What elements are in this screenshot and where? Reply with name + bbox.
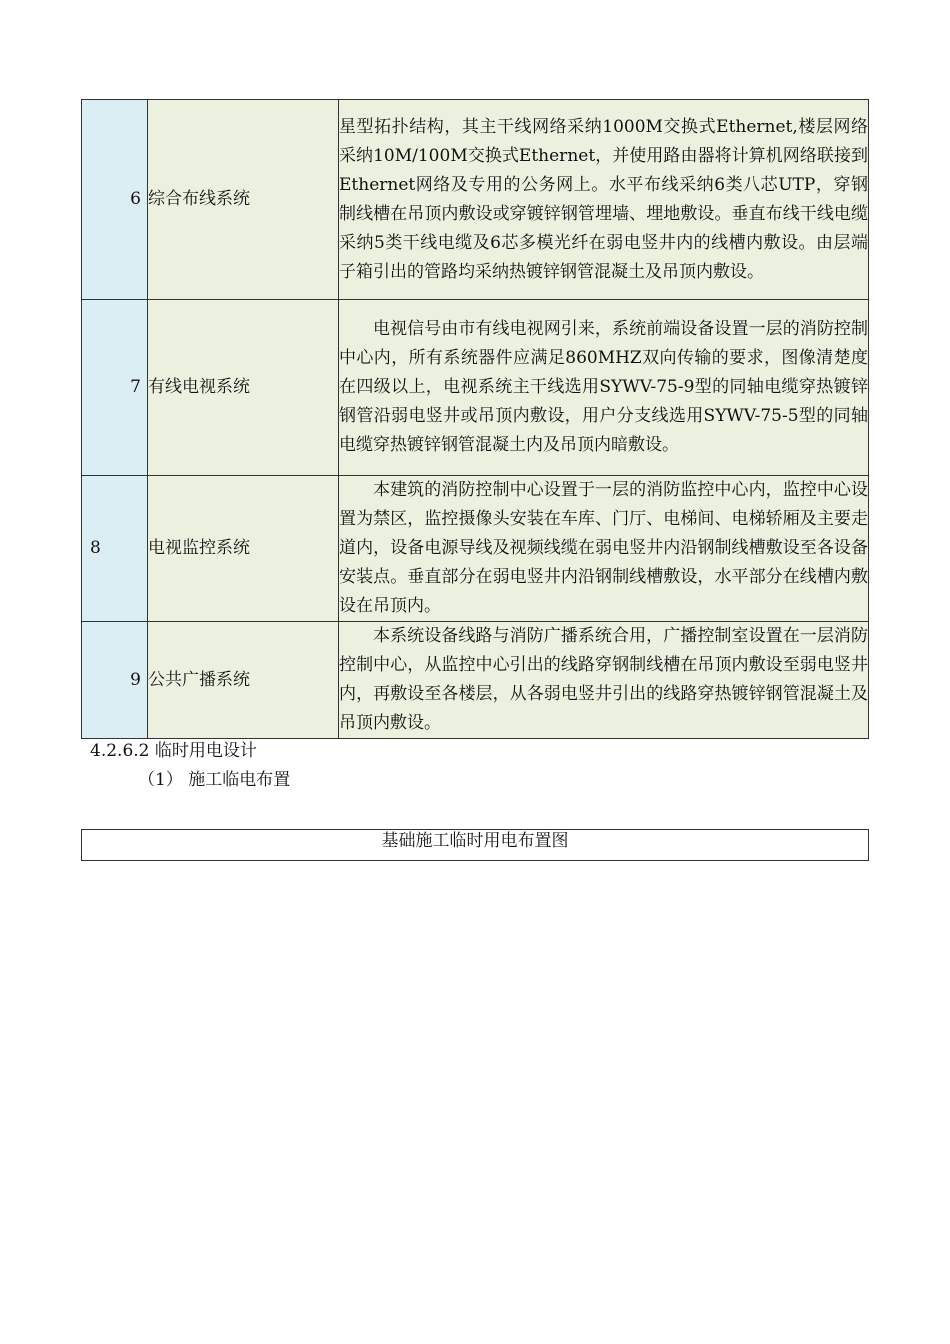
row-number: 8 xyxy=(82,476,148,622)
row-number: 6 xyxy=(82,100,148,300)
row-number: 7 xyxy=(82,300,148,476)
system-name: 公共广播系统 xyxy=(148,622,339,739)
system-description: 电视信号由市有线电视网引来，系统前端设备设置一层的消防控制中心内，所有系统器件应满足860MHZ双向传输的要求，图像清楚度在四级以上，电视系统主干线选用SYWV-75-9型的同轴电缆穿热镀锌钢管沿弱电竖井或吊顶内敷设，用户分支线选用SYWV-75-5型的同轴电缆穿热镀锌钢管混凝土内及吊顶内暗敷设。 xyxy=(339,300,869,476)
system-description: 本建筑的消防控制中心设置于一层的消防监控中心内，监控中心设置为禁区，监控摄像头安装在车库、门厅、电梯间、电梯轿厢及主要走道内，设备电源导线及视频线缆在弱电竖井内沿钢制线槽敷设至各设备安装点。垂直部分在弱电竖井内沿钢制线槽敷设，水平部分在线槽内敷设在吊顶内。 xyxy=(339,476,869,622)
table-row xyxy=(82,476,869,622)
system-name: 有线电视系统 xyxy=(148,300,339,476)
system-name: 综合布线系统 xyxy=(148,100,339,300)
table-row xyxy=(82,100,869,300)
table-row xyxy=(82,300,869,476)
system-name: 电视监控系统 xyxy=(148,476,339,622)
figure-caption: 基础施工临时用电布置图 xyxy=(81,829,869,861)
row-number: 9 xyxy=(82,622,148,739)
section-heading: 4.2.6.2 临时用电设计 xyxy=(90,741,257,761)
system-description: 星型拓扑结构，其主干线网络采纳1000M交换式Ethernet,楼层网络采纳10M/100M交换式Ethernet，并使用路由器将计算机网络联接到Ethernet网络及专用的公务网上。水平布线采纳6类八芯UTP，穿钢制线槽在吊顶内敷设或穿镀锌钢管埋墙、埋地敷设。垂直布线干线电缆采纳5类干线电缆及6芯多模光纤在弱电竖井内的线槽内敷设。由层端子箱引出的管路均采纳热镀锌钢管混凝土及吊顶内敷设。 xyxy=(339,100,869,300)
systems-table xyxy=(81,99,869,739)
system-description: 本系统设备线路与消防广播系统合用，广播控制室设置在一层消防控制中心，从监控中心引出的线路穿钢制线槽在吊顶内敷设至弱电竖井内，再敷设至各楼层，从各弱电竖井引出的线路穿热镀锌钢管混凝土及吊顶内敷设。 xyxy=(339,622,869,739)
table-row xyxy=(82,622,869,739)
subsection-heading: （1） 施工临电布置 xyxy=(138,770,291,790)
